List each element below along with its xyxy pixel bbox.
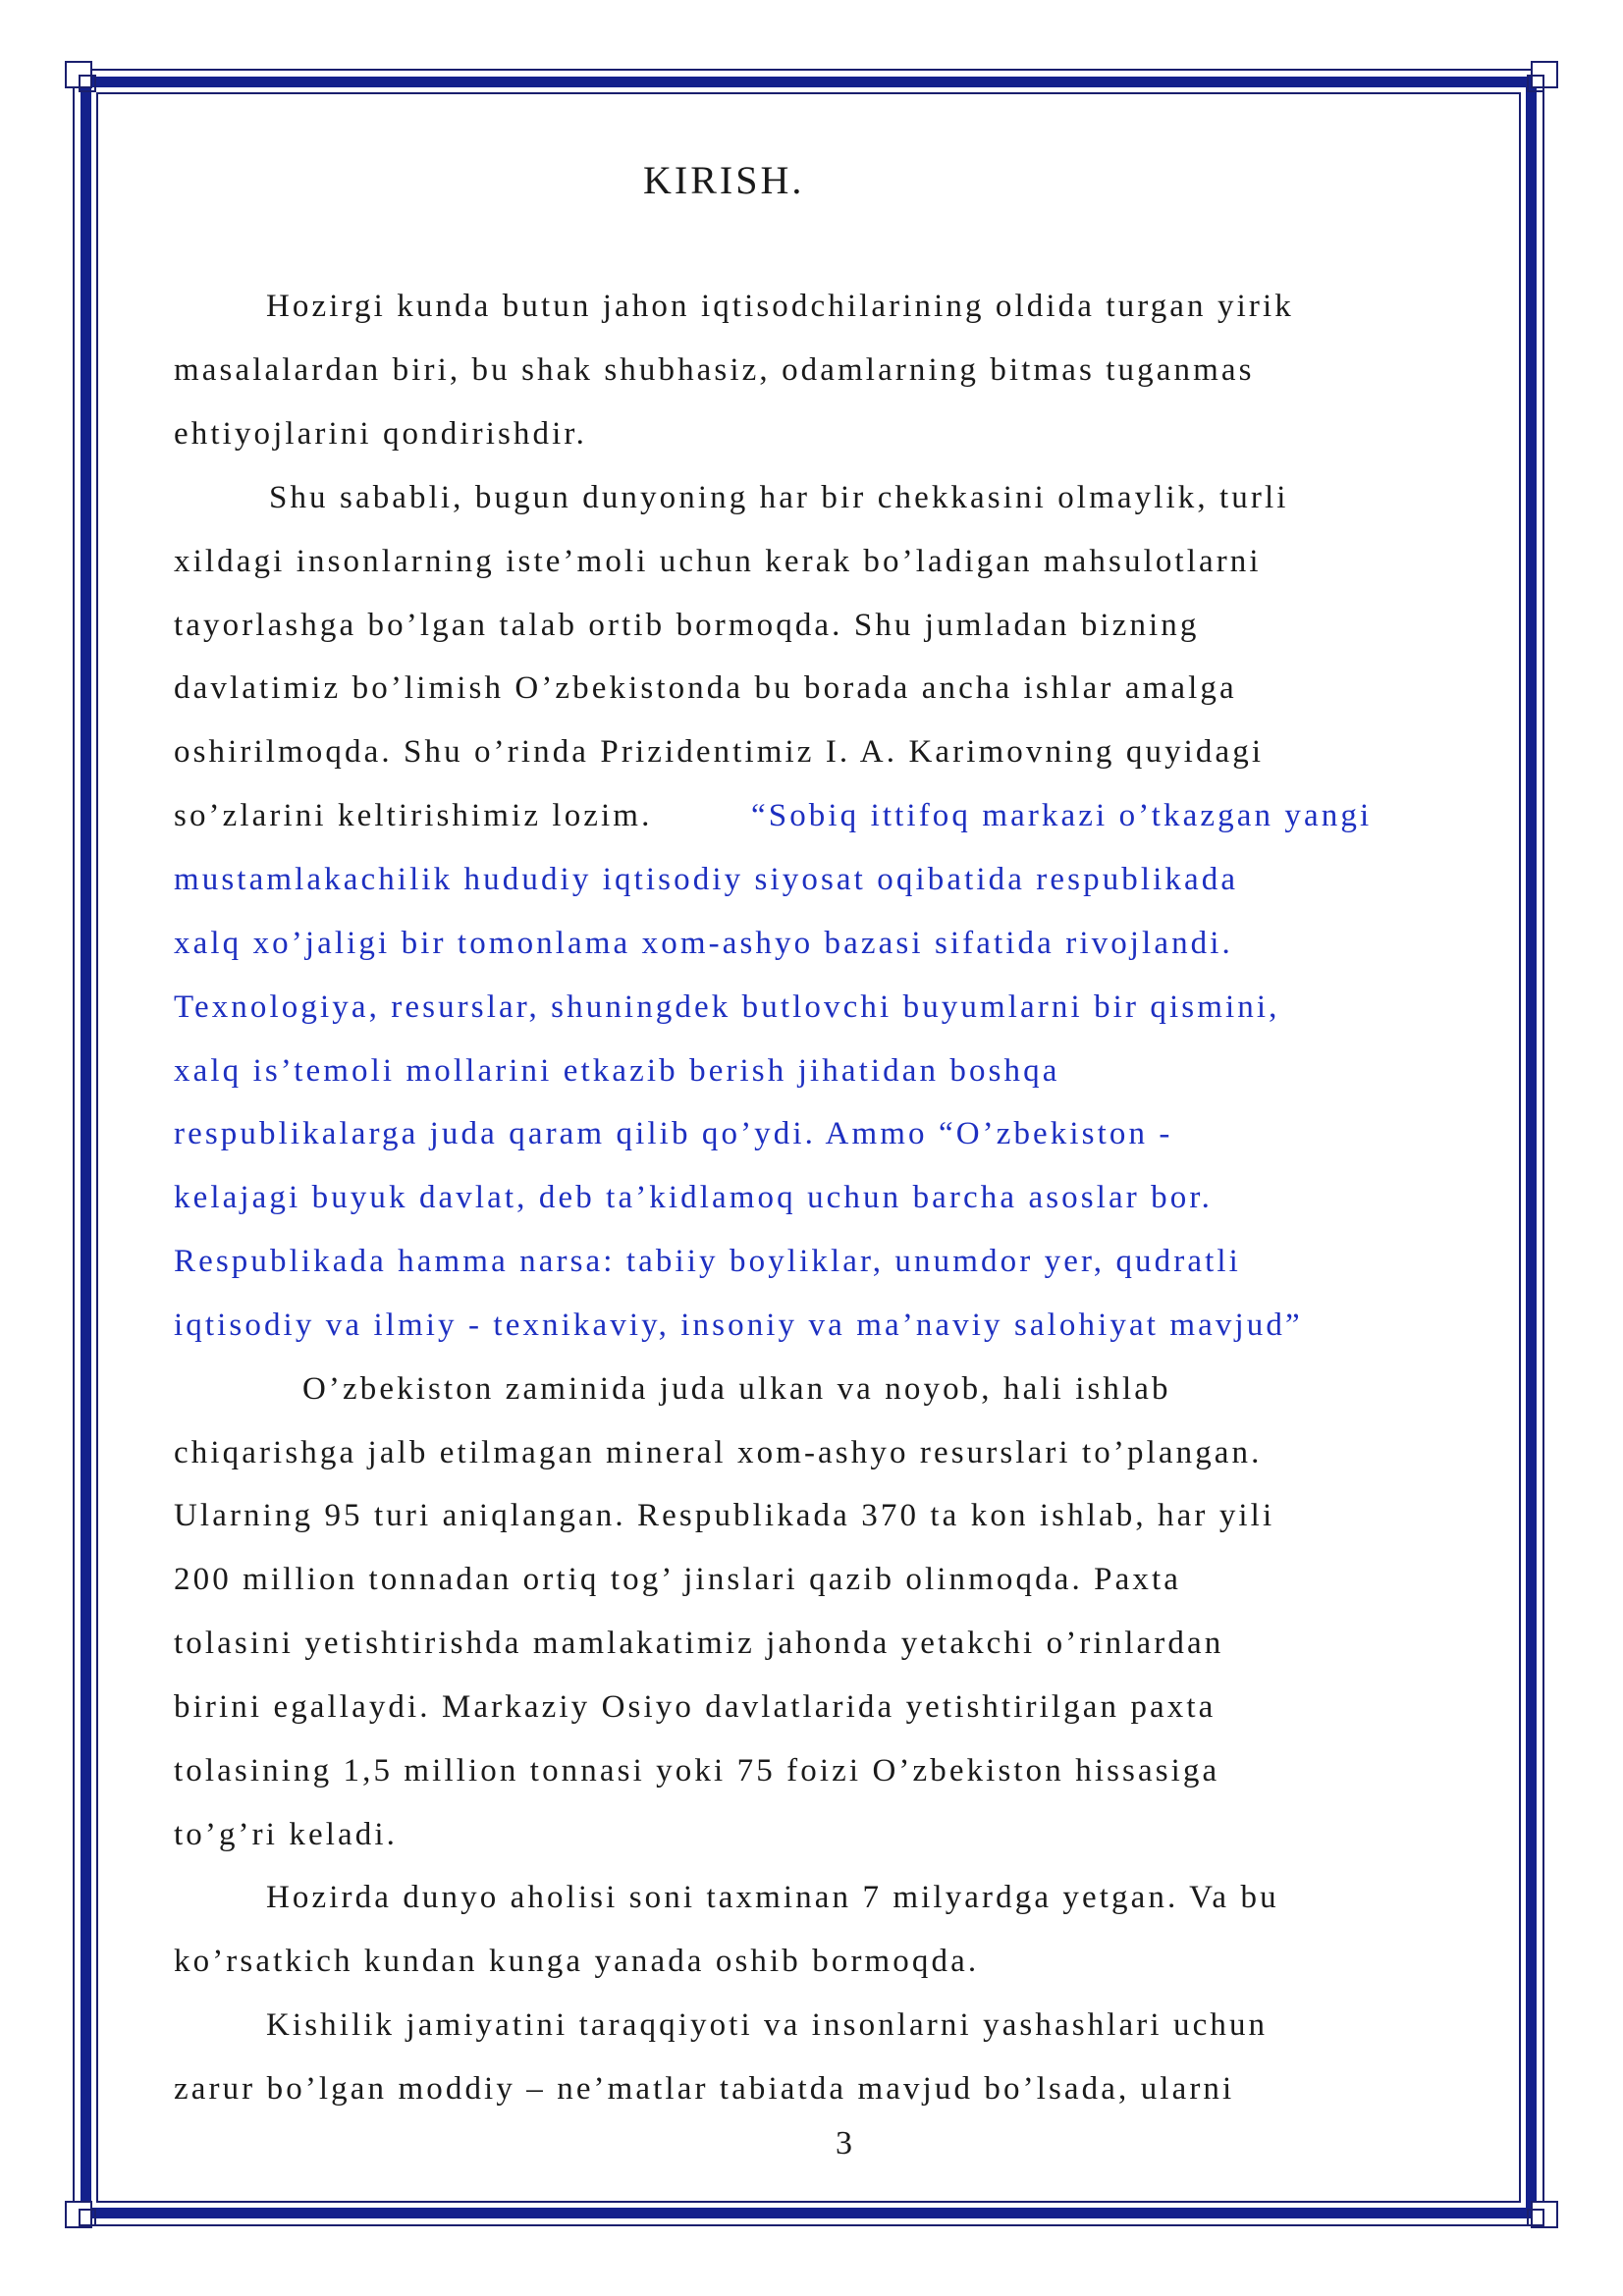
- quote-line: mustamlakachilik hududiy iqtisodiy siyosat oqibatida respublikada: [174, 862, 1239, 897]
- corner-ornament-top-left: [65, 61, 104, 100]
- text-line: oshirilmoqda. Shu o’rinda Prizidentimiz I. A. Karimovning quyidagi: [174, 734, 1265, 770]
- text-line: O’zbekiston zaminida juda ulkan va noyob, hali ishlab: [302, 1371, 1171, 1407]
- text-line: so’zlarini keltirishimiz lozim.: [174, 798, 653, 833]
- corner-ornament-bottom-right: [1519, 2201, 1558, 2240]
- text-line: tolasini yetishtirishda mamlakatimiz jahonda yetakchi o’rinlardan: [174, 1626, 1224, 1661]
- quote-line: xalq is’temoli mollarini etkazib berish jihatidan boshqa: [174, 1053, 1060, 1089]
- text-line: Shu sababli, bugun dunyoning har bir chekkasini olmaylik, turli: [269, 480, 1289, 515]
- text-line: davlatimiz bo’limish O’zbekistonda bu borada ancha ishlar amalga: [174, 670, 1237, 706]
- text-line: to’g’ri keladi.: [174, 1817, 398, 1852]
- text-line: tolasining 1,5 million tonnasi yoki 75 foizi O’zbekiston hissasiga: [174, 1753, 1220, 1789]
- text-line: tayorlashga bo’lgan talab ortib bormoqda. Shu jumladan bizning: [174, 608, 1200, 643]
- text-line: Kishilik jamiyatini taraqqiyoti va insonlarni yashashlari uchun: [266, 2007, 1269, 2043]
- corner-ornament-bottom-left: [65, 2201, 104, 2240]
- quote-line: kelajagi buyuk davlat, deb ta’kidlamoq uchun barcha asoslar bor.: [174, 1180, 1213, 1215]
- text-line: zarur bo’lgan moddiy – ne’matlar tabiatda mavjud bo’lsada, ularni: [174, 2071, 1235, 2107]
- quote-line: respublikalarga juda qaram qilib qo’ydi. Ammo “O’zbekiston -: [174, 1116, 1173, 1151]
- quote-line: “Sobiq ittifoq markazi o’tkazgan yangi: [751, 798, 1373, 833]
- text-line: xildagi insonlarning iste’moli uchun kerak bo’ladigan mahsulotlarni: [174, 544, 1262, 579]
- page-title: KIRISH.: [643, 158, 805, 202]
- quote-line: xalq xo’jaligi bir tomonlama xom-ashyo bazasi sifatida rivojlandi.: [174, 926, 1233, 961]
- text-line: Hozirgi kunda butun jahon iqtisodchilarining oldida turgan yirik: [266, 289, 1294, 324]
- corner-ornament-top-right: [1519, 61, 1558, 100]
- text-line: birini egallaydi. Markaziy Osiyo davlatlarida yetishtirilgan paxta: [174, 1689, 1217, 1725]
- text-line: ehtiyojlarini qondirishdir.: [174, 416, 587, 452]
- text-line: Hozirda dunyo aholisi soni taxminan 7 milyardga yetgan. Va bu: [266, 1880, 1279, 1915]
- text-line: chiqarishga jalb etilmagan mineral xom-ashyo resurslari to’plangan.: [174, 1435, 1263, 1470]
- quote-line: iqtisodiy va ilmiy - texnikaviy, insoniy va ma’naviy salohiyat mavjud”: [174, 1308, 1303, 1343]
- text-line: 200 million tonnadan ortiq tog’ jinslari qazib olinmoqda. Paxta: [174, 1562, 1181, 1597]
- text-line: ko’rsatkich kundan kunga yanada oshib bormoqda.: [174, 1944, 980, 1979]
- page-number: 3: [836, 2125, 852, 2162]
- text-line: Ularning 95 turi aniqlangan. Respublikada 370 ta kon ishlab, har yili: [174, 1498, 1275, 1533]
- quote-line: Texnologiya, resurslar, shuningdek butlovchi buyumlarni bir qismini,: [174, 989, 1280, 1025]
- quote-line: Respublikada hamma narsa: tabiiy boyliklar, unumdor yer, qudratli: [174, 1244, 1241, 1279]
- text-line: masalalardan biri, bu shak shubhasiz, odamlarning bitmas tuganmas: [174, 352, 1255, 388]
